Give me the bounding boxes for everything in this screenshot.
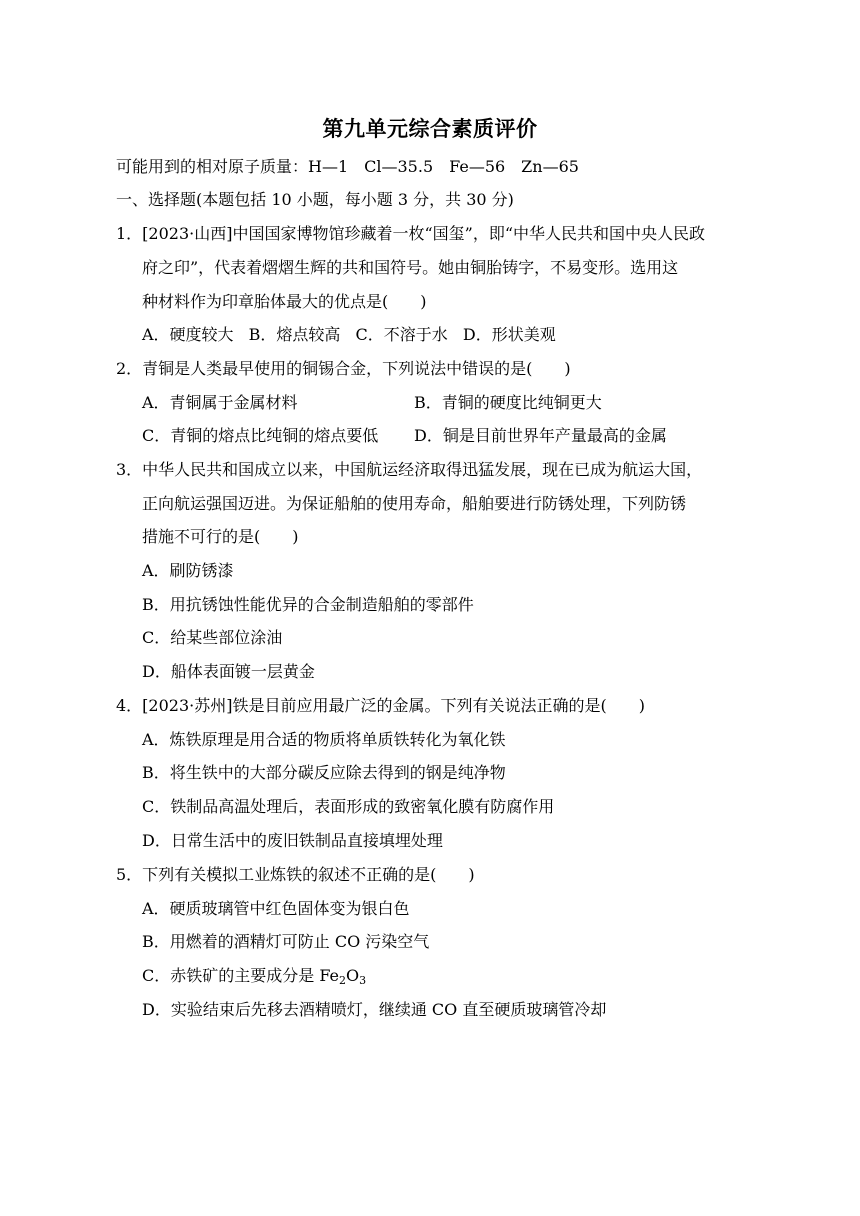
question-1-line-1: 1．[2023·山西]中国国家博物馆珍藏着一枚“国玺”，即“中华人民共和国中央人民政	[116, 224, 706, 243]
question-4-option-d: D．日常生活中的废旧铁制品直接填埋处理	[142, 831, 443, 850]
question-1-option-c: C．不溶于水	[355, 325, 448, 344]
question-2-option-b: B．青铜的硬度比纯铜更大	[414, 393, 602, 412]
question-5-option-a: A．硬质玻璃管中红色固体变为银白色	[142, 899, 410, 918]
question-4-option-c: C．铁制品高温处理后，表面形成的致密氧化膜有防腐作用	[142, 797, 555, 816]
question-5-option-c-text: C．赤铁矿的主要成分是 Fe	[142, 966, 340, 985]
oxygen-symbol: O	[346, 966, 360, 985]
question-4-stem: 4．[2023·苏州]铁是目前应用最广泛的金属。下列有关说法正确的是( )	[116, 696, 645, 715]
question-4-option-b: B．将生铁中的大部分碳反应除去得到的钢是纯净物	[142, 763, 506, 782]
question-3-line-2: 正向航运强国迈进。为保证船舶的使用寿命，船舶要进行防锈处理，下列防锈	[142, 494, 687, 513]
question-4-option-a: A．炼铁原理是用合适的物质将单质铁转化为氧化铁	[142, 730, 506, 749]
question-1-line-3: 种材料作为印章胎体最大的优点是( )	[142, 292, 427, 311]
question-5-stem: 5．下列有关模拟工业炼铁的叙述不正确的是( )	[116, 865, 475, 884]
question-2-option-c: C．青铜的熔点比纯铜的熔点要低	[142, 426, 379, 445]
question-3-line-1: 3．中华人民共和国成立以来，中国航运经济取得迅猛发展，现在已成为航运大国，	[116, 460, 703, 479]
question-3-line-3: 措施不可行的是( )	[142, 527, 299, 546]
question-2-stem: 2．青铜是人类最早使用的铜锡合金，下列说法中错误的是( )	[116, 359, 571, 378]
question-2-option-d: D．铜是目前世界年产量最高的金属	[414, 426, 667, 445]
question-5-option-b: B．用燃着的酒精灯可防止 CO 污染空气	[142, 932, 430, 951]
question-3-option-a: A．刷防锈漆	[142, 561, 234, 580]
question-3-option-c: C．给某些部位涂油	[142, 628, 283, 647]
question-5-option-c	[142, 965, 366, 987]
question-1-option-a: A．硬度较大	[142, 325, 234, 344]
page-title: 第九单元综合素质评价	[322, 117, 538, 141]
question-1-line-2: 府之印”，代表着熠熠生辉的共和国符号。她由铜胎铸字，不易变形。选用这	[142, 258, 679, 277]
question-2-option-a: A．青铜属于金属材料	[142, 393, 298, 412]
question-5-option-d: D．实验结束后先移去酒精喷灯，继续通 CO 直至硬质玻璃管冷却	[142, 1000, 607, 1019]
question-1-option-b: B．熔点较高	[248, 325, 341, 344]
section-heading: 一、选择题(本题包括 10 小题，每小题 3 分，共 30 分)	[116, 190, 514, 209]
subscript-2: 2	[339, 974, 347, 987]
question-3-option-d: D．船体表面镀一层黄金	[142, 662, 315, 681]
question-1-option-d: D．形状美观	[462, 325, 556, 344]
atomic-mass-note: 可能用到的相对原子质量：H—1 Cl—35.5 Fe—56 Zn—65	[116, 157, 579, 176]
subscript-3: 3	[359, 974, 367, 987]
question-3-option-b: B．用抗锈蚀性能优异的合金制造船舶的零部件	[142, 595, 474, 614]
question-1-options	[142, 324, 566, 346]
